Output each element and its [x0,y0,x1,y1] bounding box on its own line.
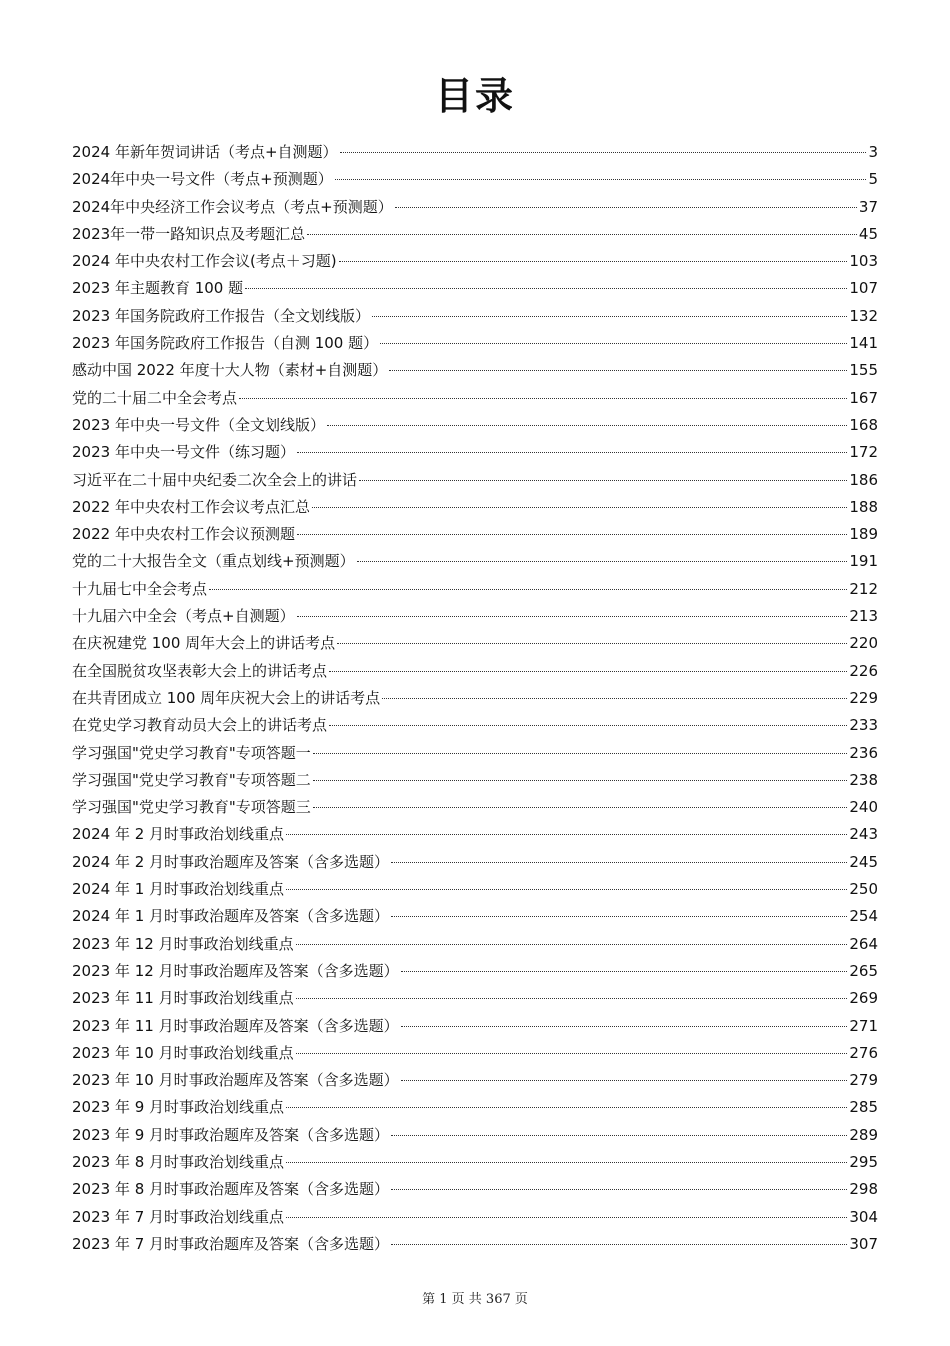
toc-entry-title: 学习强国"党史学习教育"专项答题二 [72,770,311,789]
toc-entry-title: 2023 年中央一号文件（全文划线版） [72,415,325,434]
toc-entry-title: 2023 年 10 月时事政治划线重点 [72,1043,294,1062]
toc-entry[interactable] [72,603,878,630]
table-of-contents [72,139,878,1258]
toc-entry-title: 2023 年 7 月时事政治题库及答案（含多选题） [72,1234,390,1253]
toc-entry-page-number: 269 [849,989,878,1008]
toc-entry[interactable] [72,794,878,821]
dot-leader [297,534,847,535]
toc-entry-page-number: 238 [849,770,878,789]
dot-leader [312,507,847,508]
toc-entry-title: 在全国脱贫攻坚表彰大会上的讲话考点 [72,661,328,680]
toc-entry-page-number: 307 [849,1234,878,1253]
toc-entry-title: 2023年一带一路知识点及考题汇总 [72,224,306,243]
toc-entry-page-number: 295 [849,1152,878,1171]
dot-leader [329,671,847,672]
dot-leader [296,1053,848,1054]
toc-entry[interactable] [72,1094,878,1121]
dot-leader [286,834,847,835]
dot-leader [337,643,847,644]
dot-leader [296,944,848,945]
toc-entry-page-number: 213 [849,607,878,626]
toc-entry-title: 十九届六中全会（考点+自测题） [72,607,295,626]
toc-entry-page-number: 3 [868,143,878,161]
toc-entry-title: 2024年中央一号文件（考点+预测题） [72,170,333,189]
dot-leader [286,1162,847,1163]
toc-entry-title: 在共青团成立 100 周年庆祝大会上的讲话考点 [72,688,381,707]
toc-entry-title: 2023 年 8 月时事政治划线重点 [72,1152,285,1171]
dot-leader [286,889,847,890]
toc-entry-title: 2024 年中央农村工作会议(考点＋习题) [72,252,337,271]
toc-entry-title: 2023 年国务院政府工作报告（全文划线版） [72,306,370,325]
toc-entry-title: 2023 年 11 月时事政治题库及答案（含多选题） [72,1016,399,1035]
toc-entry[interactable] [72,903,878,930]
toc-entry[interactable] [72,194,878,221]
toc-entry-title: 2023 年 12 月时事政治划线重点 [72,934,294,953]
dot-leader [209,589,847,590]
toc-entry[interactable] [72,712,878,739]
dot-leader [380,343,847,344]
toc-entry-page-number: 168 [849,415,878,434]
dot-leader [286,1217,847,1218]
toc-entry[interactable] [72,221,878,248]
toc-entry[interactable] [72,767,878,794]
dot-leader [245,288,847,289]
toc-entry-page-number: 186 [849,470,878,489]
dot-leader [313,753,848,754]
toc-entry[interactable] [72,412,878,439]
toc-entry[interactable] [72,1040,878,1067]
toc-entry-page-number: 37 [858,197,878,216]
dot-leader [391,1244,847,1245]
toc-entry-page-number: 264 [849,934,878,953]
toc-entry[interactable] [72,1231,878,1258]
toc-entry[interactable] [72,166,878,193]
dot-leader [286,1107,847,1108]
toc-entry[interactable] [72,1204,878,1231]
toc-entry-title: 十九届七中全会考点 [72,579,208,598]
dot-leader [391,1135,847,1136]
toc-entry-title: 2024 年 2 月时事政治题库及答案（含多选题） [72,852,390,871]
toc-entry-title: 2024 年新年贺词讲话（考点+自测题） [72,143,338,161]
toc-entry-page-number: 250 [849,880,878,899]
toc-entry-page-number: 220 [849,634,878,653]
dot-leader [313,780,848,781]
toc-entry-page-number: 226 [849,661,878,680]
toc-entry-page-number: 236 [849,743,878,762]
toc-entry-page-number: 240 [849,798,878,817]
page-footer: 第 1 页 共 367 页 [422,1292,528,1307]
toc-entry-title: 2022 年中央农村工作会议预测题 [72,525,295,544]
toc-entry-title: 2023 年 11 月时事政治划线重点 [72,989,294,1008]
toc-entry-page-number: 107 [849,279,878,298]
toc-entry[interactable] [72,330,878,357]
toc-entry-page-number: 298 [849,1180,878,1199]
toc-entry[interactable] [72,1122,878,1149]
dot-leader [297,452,847,453]
toc-entry-title: 2023 年国务院政府工作报告（自测 100 题） [72,334,379,353]
toc-entry-title: 2023 年主题教育 100 题 [72,279,244,298]
toc-entry-title: 2023 年 10 月时事政治题库及答案（含多选题） [72,1071,399,1090]
toc-entry-title: 2023 年 9 月时事政治划线重点 [72,1098,285,1117]
toc-entry[interactable] [72,958,878,985]
dot-leader [372,316,847,317]
toc-entry[interactable] [72,985,878,1012]
toc-entry[interactable] [72,630,878,657]
toc-entry[interactable] [72,275,878,302]
toc-entry-page-number: 243 [849,825,878,844]
toc-entry-page-number: 233 [849,716,878,735]
toc-entry-page-number: 212 [849,579,878,598]
toc-entry[interactable] [72,303,878,330]
dot-leader [329,725,847,726]
toc-entry[interactable] [72,821,878,848]
toc-entry[interactable] [72,658,878,685]
toc-entry-title: 在庆祝建党 100 周年大会上的讲话考点 [72,634,336,653]
toc-entry-title: 2022 年中央农村工作会议考点汇总 [72,497,310,516]
toc-entry[interactable] [72,740,878,767]
toc-entry[interactable] [72,439,878,466]
toc-entry[interactable] [72,1149,878,1176]
toc-entry-page-number: 172 [849,443,878,462]
toc-entry-title: 感动中国 2022 年度十大人物（素材+自测题） [72,361,388,380]
toc-entry[interactable] [72,685,878,712]
toc-entry-page-number: 132 [849,306,878,325]
toc-entry-title: 党的二十届二中全会考点 [72,388,238,407]
dot-leader [327,425,847,426]
toc-entry[interactable] [72,385,878,412]
toc-entry-page-number: 265 [849,961,878,980]
toc-entry-page-number: 5 [868,170,878,189]
toc-entry[interactable] [72,357,878,384]
toc-entry-title: 学习强国"党史学习教育"专项答题三 [72,798,311,817]
toc-entry[interactable] [72,876,878,903]
dot-leader [391,1189,847,1190]
dot-leader [357,561,848,562]
dot-leader [391,862,847,863]
toc-entry[interactable] [72,849,878,876]
toc-entry-page-number: 229 [849,688,878,707]
dot-leader [307,234,857,235]
toc-entry-page-number: 254 [849,907,878,926]
dot-leader [296,998,848,999]
page-title: 目录 [434,74,515,118]
toc-entry[interactable] [72,1067,878,1094]
dot-leader [382,698,847,699]
dot-leader [239,398,847,399]
toc-entry-title: 2023 年 8 月时事政治题库及答案（含多选题） [72,1180,390,1199]
toc-entry-page-number: 167 [849,388,878,407]
toc-entry-title: 2023 年 12 月时事政治题库及答案（含多选题） [72,961,399,980]
toc-entry-title: 2024 年 1 月时事政治题库及答案（含多选题） [72,907,390,926]
toc-entry[interactable] [72,248,878,275]
toc-entry-page-number: 245 [849,852,878,871]
toc-entry-page-number: 271 [849,1016,878,1035]
toc-entry-page-number: 155 [849,361,878,380]
toc-entry-title: 2024年中央经济工作会议考点（考点+预测题） [72,197,393,216]
dot-leader [339,261,848,262]
toc-entry[interactable] [72,521,878,548]
toc-entry-title: 2023 年 7 月时事政治划线重点 [72,1207,285,1226]
toc-entry-title: 2024 年 1 月时事政治划线重点 [72,880,285,899]
toc-entry-title: 习近平在二十届中央纪委二次全会上的讲话 [72,470,358,489]
toc-entry[interactable] [72,1176,878,1203]
toc-entry-page-number: 289 [849,1125,878,1144]
toc-entry[interactable] [72,139,878,166]
dot-leader [401,1080,848,1081]
toc-entry-page-number: 276 [849,1043,878,1062]
dot-leader [313,807,848,808]
dot-leader [359,480,847,481]
toc-entry-title: 2023 年 9 月时事政治题库及答案（含多选题） [72,1125,390,1144]
dot-leader [401,971,848,972]
toc-entry[interactable] [72,931,878,958]
dot-leader [395,207,857,208]
dot-leader [401,1026,848,1027]
toc-entry-page-number: 103 [849,252,878,271]
toc-entry-title: 2024 年 2 月时事政治划线重点 [72,825,285,844]
toc-entry-page-number: 304 [849,1207,878,1226]
toc-entry[interactable] [72,576,878,603]
toc-entry-page-number: 189 [849,525,878,544]
dot-leader [297,616,848,617]
dot-leader [391,916,847,917]
toc-entry[interactable] [72,494,878,521]
toc-entry[interactable] [72,548,878,575]
toc-entry-page-number: 285 [849,1098,878,1117]
toc-entry-page-number: 191 [849,552,878,571]
toc-entry-page-number: 141 [849,334,878,353]
toc-entry[interactable] [72,1013,878,1040]
dot-leader [389,370,847,371]
dot-leader [340,152,867,153]
toc-entry-title: 2023 年中央一号文件（练习题） [72,443,295,462]
toc-entry-title: 在党史学习教育动员大会上的讲话考点 [72,716,328,735]
toc-entry-page-number: 279 [849,1071,878,1090]
toc-entry-page-number: 45 [858,224,878,243]
toc-entry-title: 党的二十大报告全文（重点划线+预测题） [72,552,355,571]
toc-entry-title: 学习强国"党史学习教育"专项答题一 [72,743,311,762]
toc-entry[interactable] [72,467,878,494]
dot-leader [335,179,867,180]
toc-entry-page-number: 188 [849,497,878,516]
